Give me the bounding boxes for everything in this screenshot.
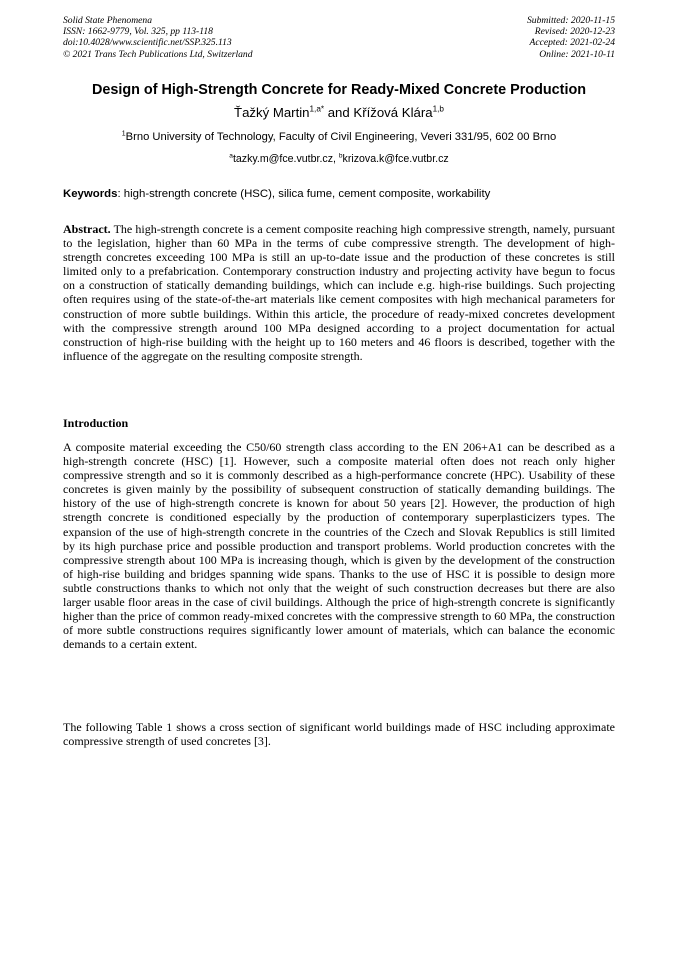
submission-dates [527, 15, 615, 60]
affiliation-mark: 1 [121, 130, 126, 138]
email-line [0, 152, 678, 167]
journal-info [63, 15, 253, 60]
introduction-paragraph-1: A composite material exceeding the C50/60 strength class according to the EN 206+A1 can be described as a high-strength concrete (HSC) [1]. However, such a composite material often does not reach only higher compressive strength and so it is commonly described as a high-performance concrete (HPC). Usability of these concretes is given mainly by the possibility of subsequent construction of statically demanding buildings. The history of the use of high-strength concrete is known for about 50 years [2]. However, the production of high strength concrete is conditioned especially by the production of contemporary superplasticizers types. The expansion of the use of high-strength concrete in the countries of the Czech and Slovak Republics is still limited by its high purchase price and possible production and transport problems. World production concretes with the compressive strength about 100 MPa is increasing though, which is given by the development of the construction of high-rise building and bridges spanning wide spans. Thanks to the use of HSC it is possible to design more subtle constructions thanks to which not only that the weight of such construction decreases but there are also larger usable floor areas in the case of civil buildings. Although the price of high-strength concrete is significantly higher than the price of common ready-mixed concretes with the compressive strength to 60 MPa, the construction of more subtle constructions requires significantly lower amount of materials, which can balance the economic demands to a certain extent. [63, 440, 615, 652]
abstract-text: The high-strength concrete is a cement composite reaching high compressive strength, namely, pursuant to the legislation, higher than 60 MPa in the terms of cube compressive strength. The development of high-strength concretes exceeding 100 MPa is still an up-to-date issue and the production of these concretes is still limited only to a prefabrication. Contemporary construction industry and projecting activity have begun to focus on a construction of statically demanding buildings, which can include e.g. high-rise buildings. Such projecting often requires using of the state-of-the-art materials like cement composites with high mechanical parameters for construction of more subtle buildings. Within this article, the procedure of ready-mixed concretes development with the compressive strength around 100 MPa designed according to a project documentation for actual construction of high-rise building with the height up to 160 meters and 46 floors is described, together with the influence of the aggregate on the resulting composite strength. [63, 222, 615, 363]
email-separator: , [333, 153, 339, 165]
abstract-label: Abstract. [63, 222, 111, 236]
section-heading-introduction: Introduction [63, 416, 129, 430]
affiliation-text: Brno University of Technology, Faculty of Civil Engineering, Veveri 331/95, 602 00 Brno [125, 131, 557, 143]
date-accepted: Accepted: 2021-02-24 [529, 37, 615, 49]
journal-doi: doi:10.4028/www.scientific.net/SSP.325.113 [63, 37, 232, 49]
date-revised: Revised: 2020-12-23 [534, 26, 615, 38]
date-submitted: Submitted: 2020-11-15 [526, 15, 615, 26]
abstract [63, 222, 615, 363]
author-2: Křížová Klára [353, 105, 433, 120]
author-line [0, 104, 678, 121]
email-a[interactable]: tazky.m@fce.vutbr.cz [232, 153, 333, 165]
keywords [63, 187, 615, 202]
journal-name: Solid State Phenomena [63, 15, 152, 26]
author-1-affiliation-mark: 1,a* [309, 104, 325, 114]
keywords-label: Keywords [63, 188, 118, 200]
date-online: Online: 2021-10-11 [539, 48, 615, 60]
email-b[interactable]: krizova.k@fce.vutbr.cz [342, 153, 449, 165]
email-a-mark: a [229, 152, 233, 160]
affiliation [0, 130, 678, 145]
journal-issn: ISSN: 1662-9779, Vol. 325, pp 113-118 [63, 26, 213, 38]
author-conjunction: and [324, 105, 354, 120]
email-b-mark: b [338, 152, 343, 160]
author-1: Ťažký Martin [234, 105, 310, 120]
paper-title: Design of High-Strength Concrete for Ready-Mixed Concrete Production [91, 82, 587, 98]
journal-copyright: © 2021 Trans Tech Publications Ltd, Switzerland [63, 48, 253, 60]
author-2-affiliation-mark: 1,b [432, 104, 444, 114]
introduction-paragraph-2: The following Table 1 shows a cross section of significant world buildings made of HSC including approximate compressive strength of used concretes [3]. [63, 720, 615, 749]
keywords-text: : high-strength concrete (HSC), silica fume, cement composite, workability [117, 188, 491, 200]
